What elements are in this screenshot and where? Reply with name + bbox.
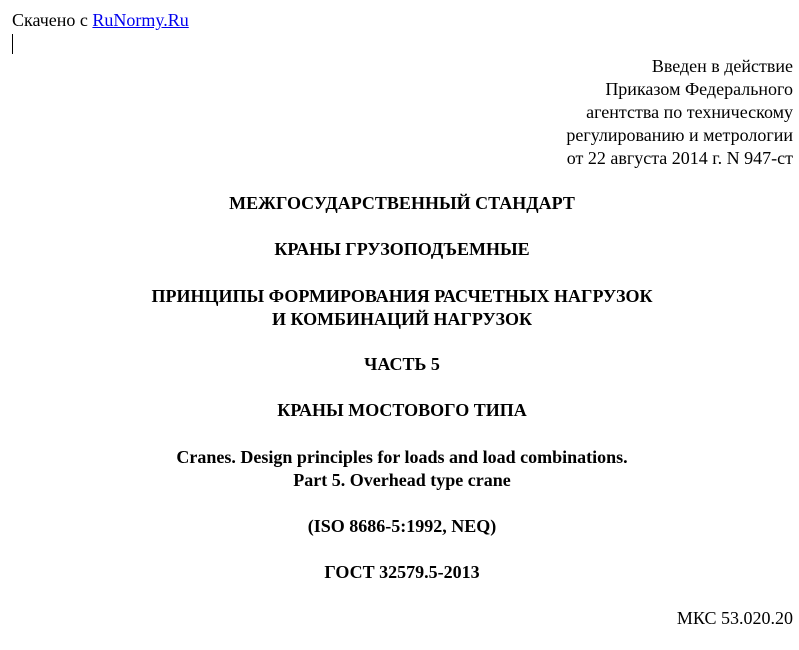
part-title: КРАНЫ МОСТОВОГО ТИПА	[277, 400, 527, 420]
text-cursor	[12, 34, 13, 54]
decree-line: регулированию и метрологии	[566, 125, 793, 145]
gost-number: ГОСТ 32579.5-2013	[324, 562, 480, 582]
source-prefix: Скачено с	[12, 10, 88, 30]
standard-type: МЕЖГОСУДАРСТВЕННЫЙ СТАНДАРТ	[229, 193, 575, 213]
part-heading	[0, 353, 799, 376]
part-number: ЧАСТЬ 5	[364, 354, 440, 374]
english-title-line: Part 5. Overhead type crane	[293, 470, 511, 490]
decree-block	[473, 55, 793, 170]
source-link[interactable]: RuNormy.Ru	[92, 10, 189, 30]
iso-reference: (ISO 8686-5:1992, NEQ)	[307, 516, 497, 536]
gost-number-heading	[0, 561, 799, 584]
iso-reference-heading	[0, 515, 799, 538]
mks-code: МКС 53.020.20	[676, 608, 793, 628]
main-title-heading	[0, 285, 799, 331]
decree-line: от 22 августа 2014 г. N 947-ст	[566, 148, 793, 168]
english-title-line: Cranes. Design principles for loads and load combinations.	[176, 447, 628, 467]
source-note	[12, 9, 189, 32]
decree-line: Введен в действие	[651, 56, 793, 76]
subject-title: КРАНЫ ГРУЗОПОДЪЕМНЫЕ	[274, 239, 530, 259]
main-title-line: ПРИНЦИПЫ ФОРМИРОВАНИЯ РАСЧЕТНЫХ НАГРУЗОК	[151, 286, 653, 306]
decree-line: Приказом Федерального	[605, 79, 793, 99]
main-title-line: И КОМБИНАЦИЙ НАГРУЗОК	[271, 309, 533, 329]
decree-line: агентства по техническому	[586, 102, 793, 122]
english-title-heading	[0, 446, 799, 492]
standard-type-heading	[0, 192, 799, 215]
subject-heading	[0, 238, 799, 261]
part-title-heading	[0, 399, 799, 422]
